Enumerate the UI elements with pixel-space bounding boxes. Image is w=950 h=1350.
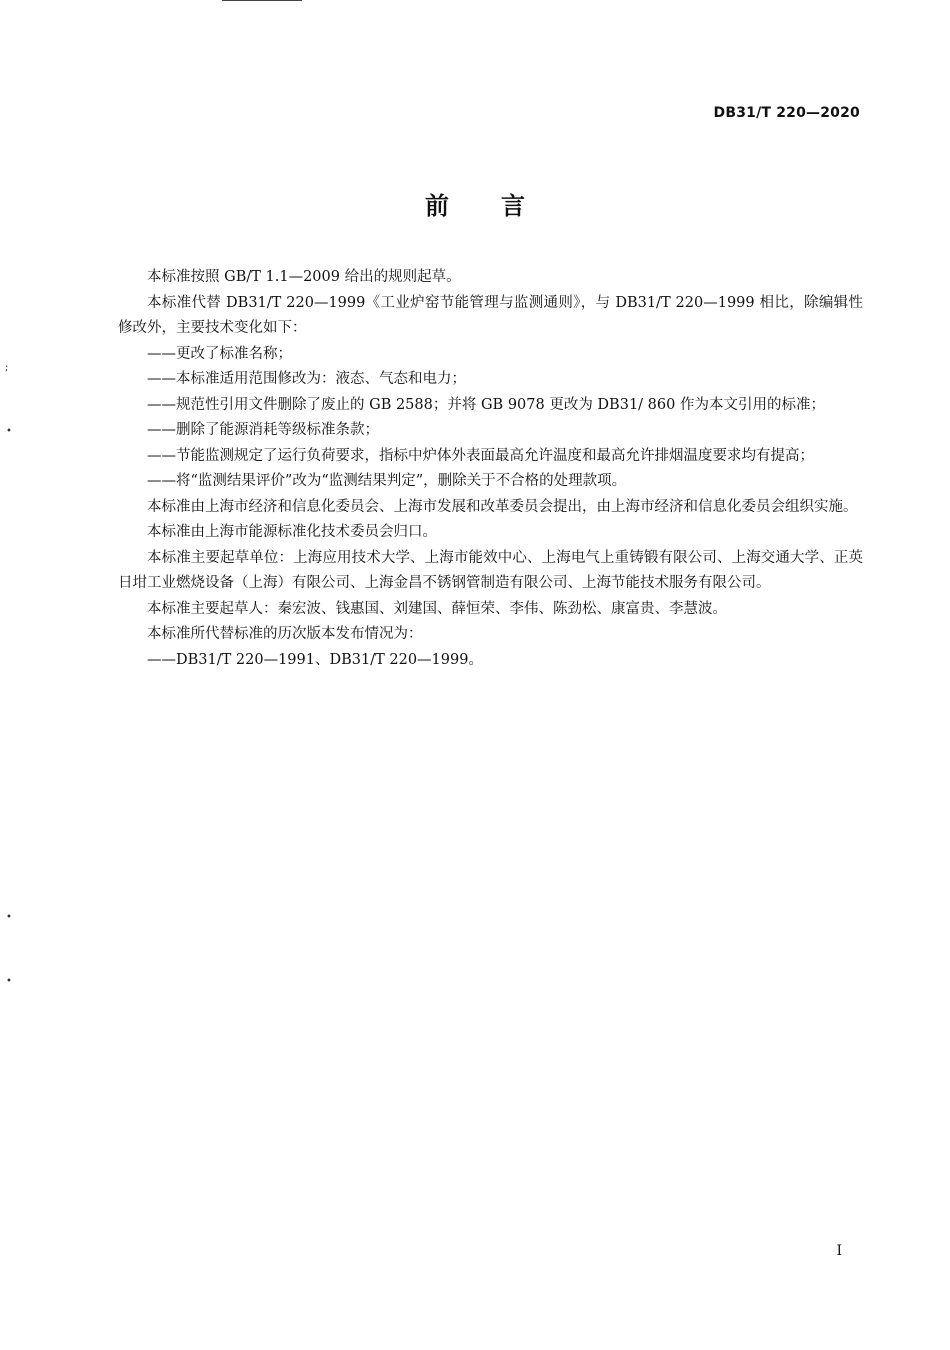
scan-mark: •: [6, 426, 12, 437]
change-item: ——将“监测结果评价”改为“监测结果判定”，删除关于不合格的处理款项。: [147, 473, 627, 489]
scan-mark: •: [6, 912, 12, 923]
change-item: ——更改了标准名称；: [147, 345, 292, 362]
page-number: I: [836, 1243, 842, 1259]
foreword-body: [118, 265, 863, 673]
title-char-2: 言: [501, 192, 525, 220]
change-item: ——删除了能源消耗等级标准条款；: [147, 422, 379, 438]
title-char-1: 前: [425, 192, 449, 220]
change-item: ——规范性引用文件删除了废止的 GB 2588；并将 GB 9078 更改为 DB31/ 860 作为本文引用的标准；: [147, 396, 825, 413]
paragraph-drafters: 本标准主要起草人：秦宏波、钱惠国、刘建国、薛恒荣、李伟、陈劲松、康富贵、李慧波。: [147, 600, 727, 617]
document-code: DB31/T 220—2020: [713, 105, 860, 121]
top-rule: [222, 0, 302, 1]
paragraph-proposer: 本标准由上海市经济和信息化委员会、上海市发展和改革委员会提出，由上海市经济和信息化委员会组织实施。: [147, 498, 858, 515]
paragraph-replacement: 本标准代替 DB31/T 220—1999《工业炉窑节能管理与监测通则》，与 DB31/T 220—1999 相比，除编辑性修改外，主要技术变化如下：: [118, 294, 863, 336]
page-title: [0, 186, 950, 221]
paragraph-drafting-rules: 本标准按照 GB/T 1.1—2009 给出的规则起草。: [147, 269, 461, 285]
history-item: ——DB31/T 220—1991、DB31/T 220—1999。: [147, 651, 483, 668]
change-item: ——节能监测规定了运行负荷要求，指标中炉体外表面最高允许温度和最高允许排烟温度要求均有提高；: [147, 447, 814, 464]
scan-mark: ;: [5, 362, 9, 373]
paragraph-committee: 本标准由上海市能源标准化技术委员会归口。: [147, 524, 437, 540]
paragraph-history-intro: 本标准所代替标准的历次版本发布情况为：: [147, 626, 423, 642]
paragraph-drafting-units: 本标准主要起草单位：上海应用技术大学、上海市能效中心、上海电气上重铸锻有限公司、上海交通大学、正英日坩工业燃烧设备（上海）有限公司、上海金昌不锈钢管制造有限公司、上海节能技术服务有限公司。: [118, 549, 863, 591]
change-item: ——本标准适用范围修改为：液态、气态和电力；: [147, 371, 466, 387]
scan-mark: •: [6, 976, 12, 987]
